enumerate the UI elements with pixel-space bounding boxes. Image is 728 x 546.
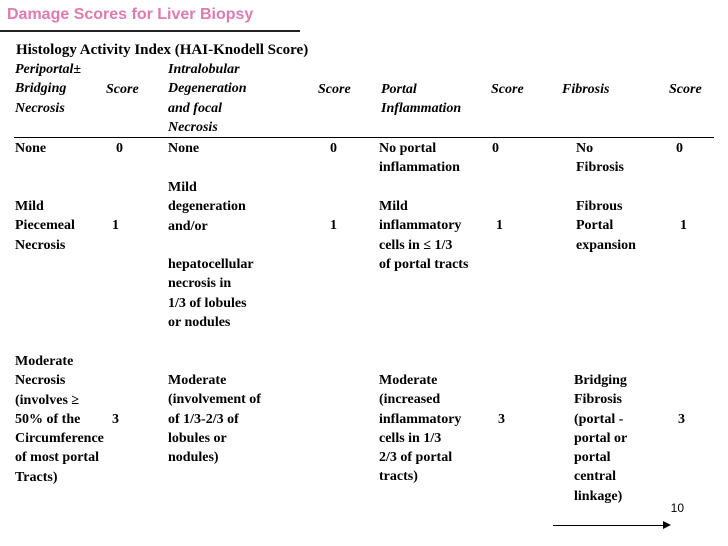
title-bar [0,0,300,32]
row1-score-4: 0 [676,141,683,156]
row1-intralobular: None [168,141,200,156]
row2-portal: Mild inflammatory cells in ≤ 1/3 of portal tracts [379,199,469,272]
header-divider [14,137,714,138]
arrow-line [553,525,663,526]
row2-score-2: 1 [330,218,337,233]
row2-periportal: Mild Piecemeal Necrosis [15,199,75,253]
row2-intralobular: Mild degeneration and/or hepatocellular necrosis in 1/3 of lobules or nodules [168,180,254,331]
header-portal: Portal Inflammation [381,82,462,117]
arrow-right-icon [663,521,671,529]
header-score-4: Score [669,82,702,97]
header-fibrosis: Fibrosis [562,82,610,97]
slide-number: 10 [670,501,684,515]
row2-score-1: 1 [112,218,119,233]
row1-fibrosis: No Fibrosis [576,141,624,176]
row3-portal: Moderate (increased inflammatory cells in 1/3 2/3 of portal tracts) [379,373,462,485]
header-intralobular: Intralobular Degeneration and focal Necrosis [168,62,247,135]
row3-fibrosis: Bridging Fibrosis (portal - portal or portal central linkage) [574,373,628,504]
row1-portal: No portal inflammation [379,141,460,176]
row2-score-4: 1 [680,218,687,233]
row1-score-2: 0 [330,141,337,156]
row1-score-1: 0 [116,141,123,156]
row3-score-1: 3 [112,412,119,427]
row2-fibrosis: Fibrous Portal expansion [576,199,636,253]
row3-intralobular: Moderate (involvement of of 1/3-2/3 of lobules or nodules) [168,373,261,466]
row3-score-3: 3 [498,412,505,427]
row1-score-3: 0 [492,141,499,156]
table-subtitle: Histology Activity Index (HAI-Knodell Score) [16,42,309,58]
row3-score-4: 3 [678,412,685,427]
row3-periportal: Moderate Necrosis (involves ≥ 50% of the Circumference of most portal Tracts) [15,354,104,485]
slide-title: Damage Scores for Liver Biopsy [7,6,254,23]
row2-score-3: 1 [496,218,503,233]
header-score-3: Score [491,82,524,97]
row1-periportal: None [15,141,47,156]
header-periportal: Periportal± Bridging Necrosis [15,62,82,116]
header-score-2: Score [318,82,351,97]
header-score-1: Score [106,82,139,97]
